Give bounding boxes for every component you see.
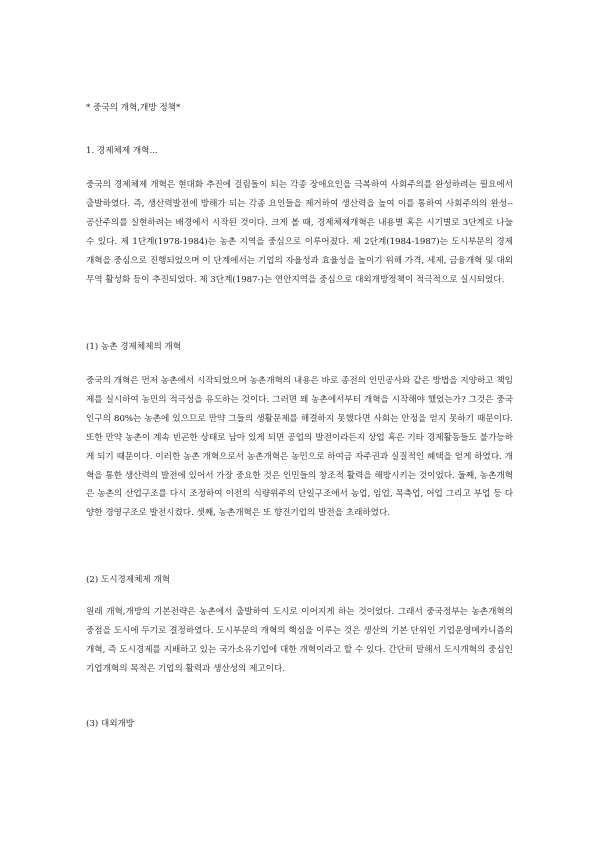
section-heading: 1. 경제체제 개혁... <box>86 146 158 156</box>
subsection-1-paragraph: 중국의 개혁은 먼저 농촌에서 시작되었으며 농촌개혁의 내용은 바로 종전의 인민공사와 같은 방법을 지양하고 책임제를 실시하여 농민의 적극성을 유도하는 것이다. 그러면 왜 농촌에서부터 개혁을 시작해야 했었는가? 그것은 중국인구의 80%는 농촌에 있으므로 만약 그들의 생활문제를 해결하지 못했다면 사회는 안정을 얻지 못하기 때문이다. 또한 만약 농촌이 계속 빈곤한 상태로 남아 있게 되면 공업의 발전이라든지 상업 혹은 기타 경제활동들도 불가능하게 되기 때문이다. 이러한 농촌 개혁으로서 농촌개혁은 농민으로 하여금 자주권과 실질적인 혜택을 얻게 하였다. 개혁을 통한 생산력의 발전에 있어서 가장 중요한 것은 인민들의 창조적 활력을 해방시키는 것이었다. 둘째, 농촌개혁은 농촌의 산업구조를 다시 조정하여 이전의 식량위주의 단일구조에서 농업, 임업, 목축업, 어업 그리고 부업 등 다양한 경영구조로 발전시켰다. 셋째, 농촌개혁은 또 향진기업의 발전을 초래하였다. <box>86 376 513 519</box>
subsection-3-heading: (3) 대외개방 <box>86 719 135 729</box>
subsection-2-heading: (2) 도시경제체제 개혁 <box>86 575 171 585</box>
intro-paragraph: 중국의 경제체제 개혁은 현대화 추진에 걸림돌이 되는 각종 장애요인을 극복하여 사회주의를 완성하려는 필요에서 출발하였다. 즉, 생산력발전에 방해가 되는 각종 요인들을 제거하여 생산력을 높여 이를 통하여 사회주의의 완성--공산주의를 실현하려는 배경에서 시작된 것이다. 크게 볼 때, 경제체제개혁은 내용별 혹은 시기별로 3단계로 나눌 수 있다. 제 1단계(1978-1984)는 농촌 지역을 중심으로 이루어졌다. 제 2단계(1984-1987)는 도시부문의 경제개혁을 중심으로 진행되었으며 이 단계에서는 기업의 자율성과 효율성을 높이기 위해 가격, 세제, 금융개혁 및 대외무역 활성화 등이 추진되었다. 제 3단계(1987-)는 연안지역을 중심으로 대외개방정책이 적극적으로 실시되었다. <box>86 180 513 285</box>
subsection-1-heading: (1) 농촌 경제체제의 개혁 <box>86 342 182 352</box>
subsection-2-paragraph: 원래 개혁,개방의 기본전략은 농촌에서 출발하여 도시로 이어지게 하는 것이었다. 그래서 중국정부는 농촌개혁의 중점을 도시에 두기로 결정하였다. 도시부문의 개혁의 핵심을 이루는 것은 생산의 기본 단위인 기업운영메카니즘의 개혁, 즉 도시경제를 지배하고 있는 국가소유기업에 대한 개혁이라고 할 수 있다. 간단히 말해서 도시개혁의 중심인 기업개혁의 목적은 기업의 활력과 생산성의 제고이다. <box>86 607 513 674</box>
document-title: * 중국의 개혁,개방 정책* <box>86 103 181 113</box>
